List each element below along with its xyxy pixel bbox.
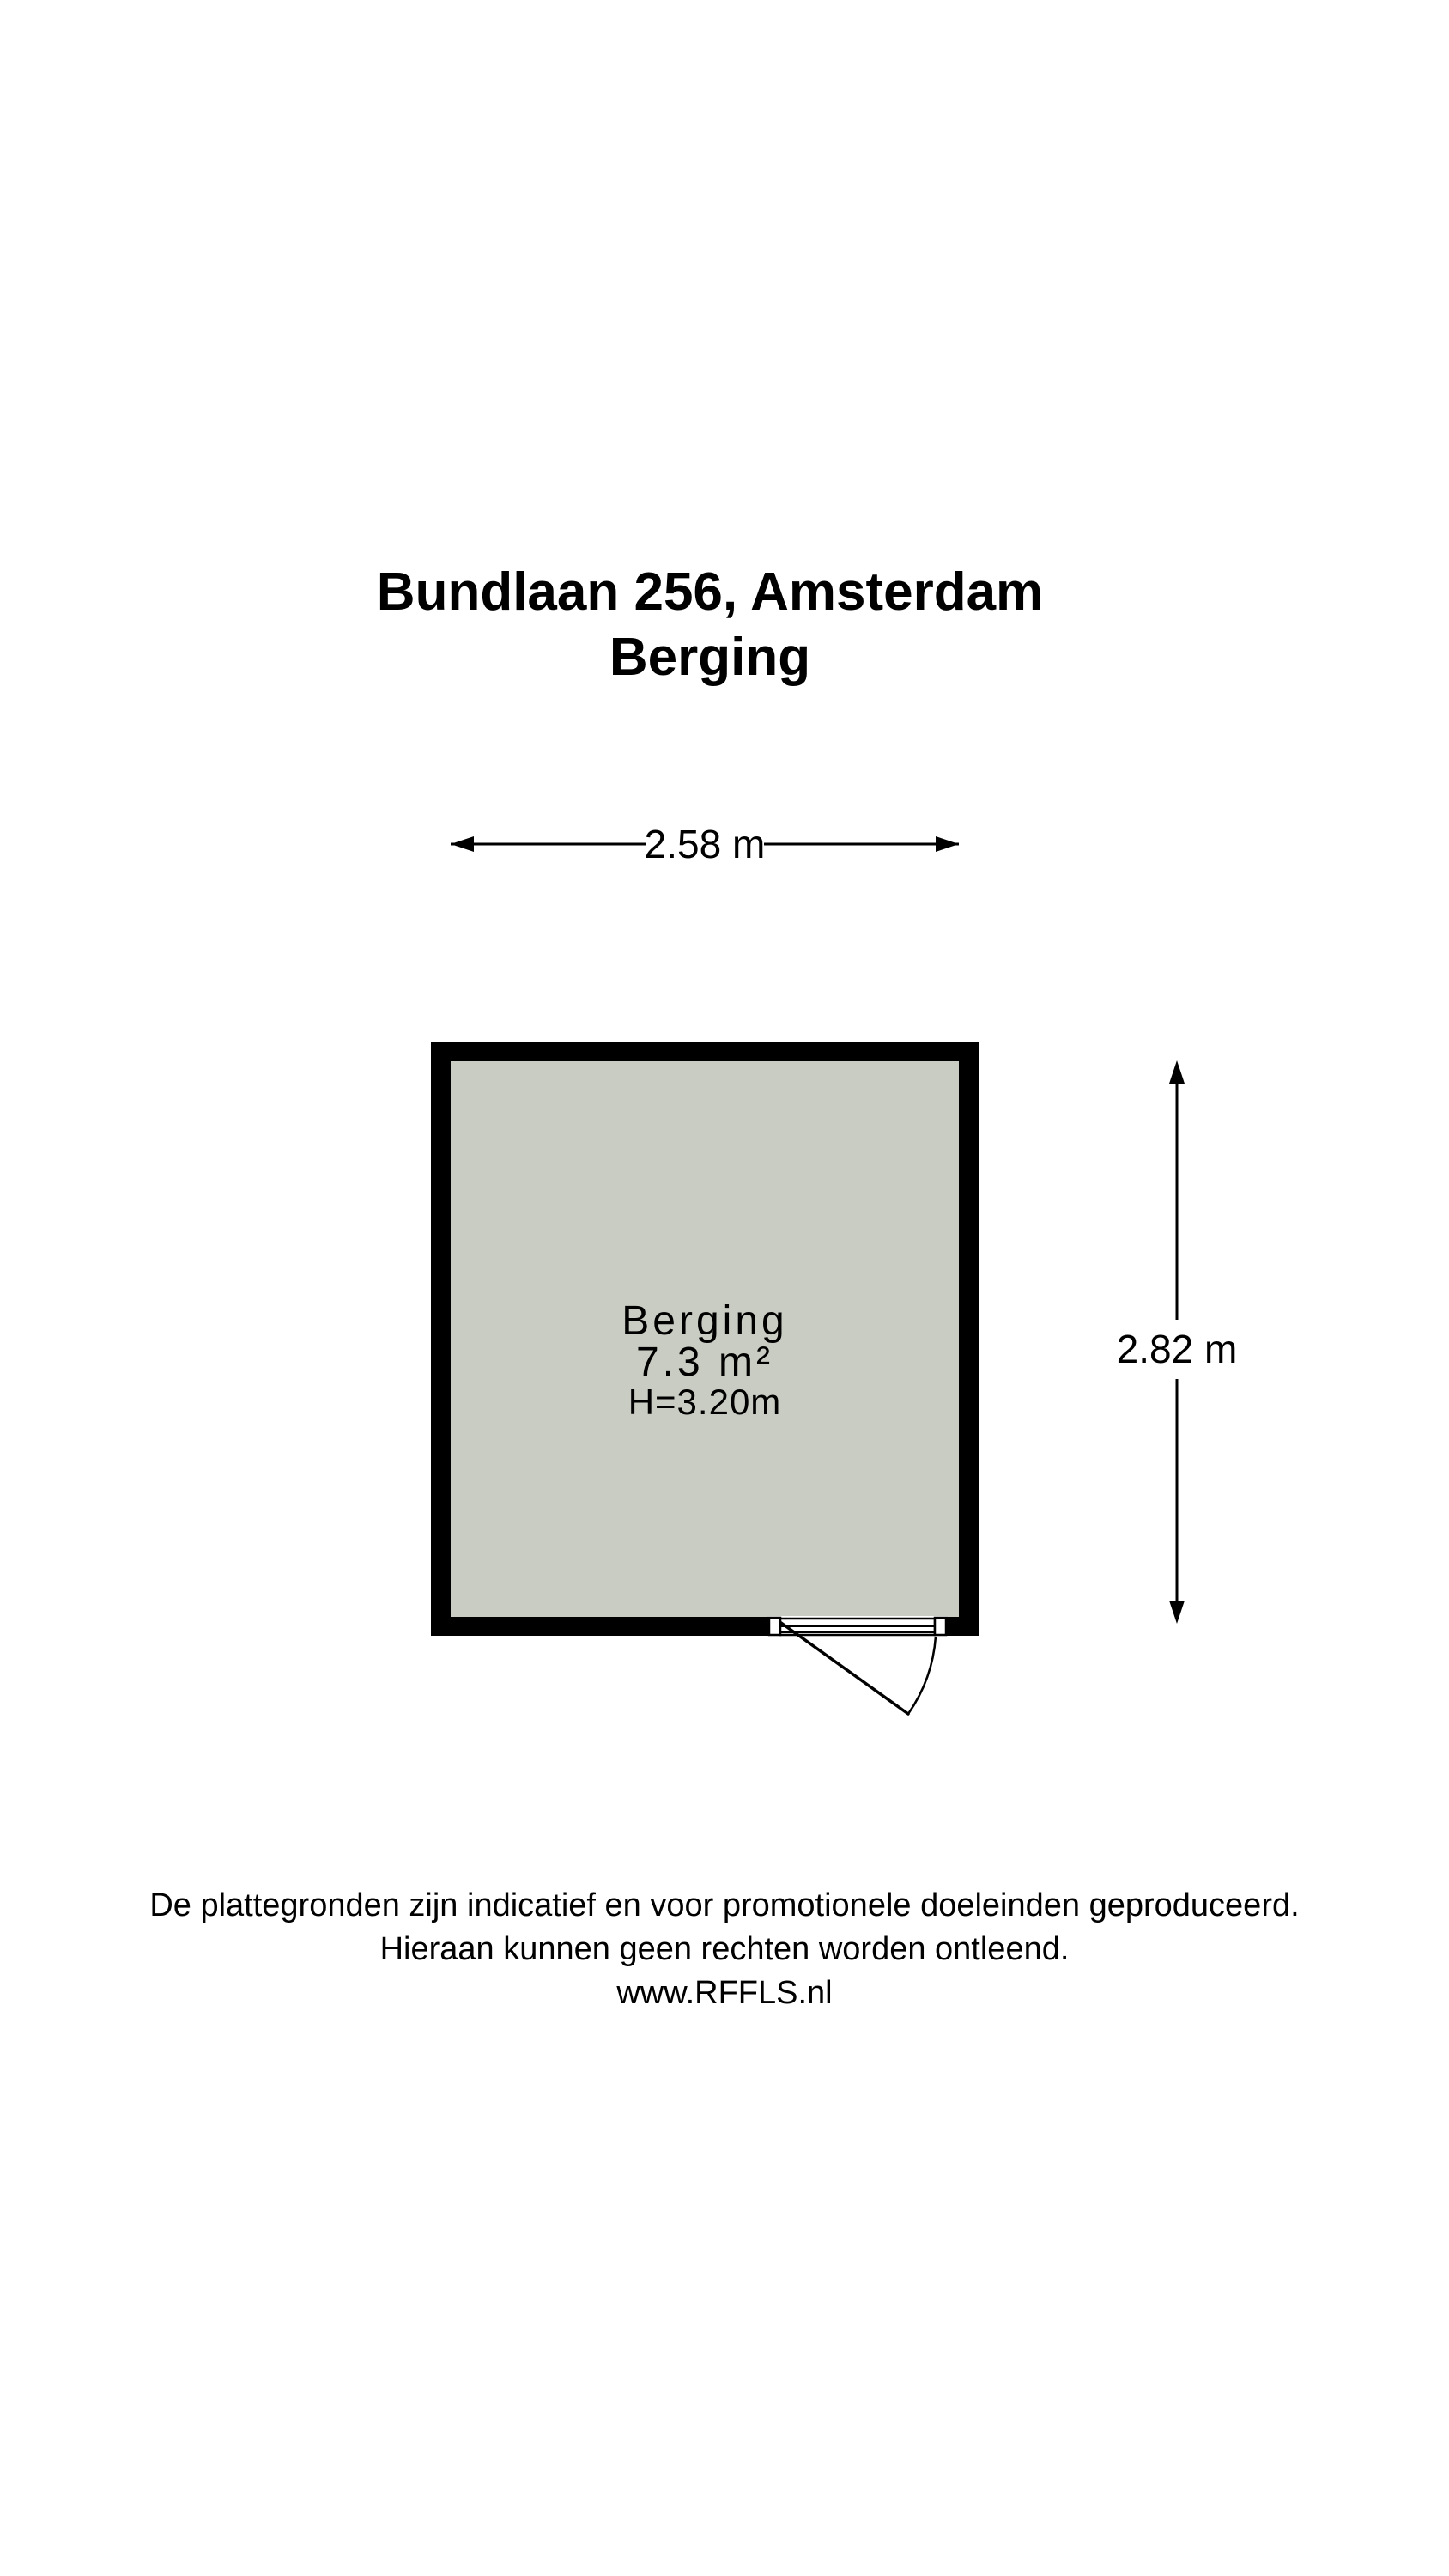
arrow-up-icon bbox=[1169, 1060, 1185, 1084]
door-swing-arc bbox=[908, 1637, 936, 1714]
website-url: www.RFFLS.nl bbox=[616, 1975, 833, 2011]
disclaimer-line-1: De plattegronden zijn indicatief en voor promotionele doeleinden geproduceerd. bbox=[149, 1887, 1300, 1923]
width-dimension bbox=[451, 822, 959, 866]
disclaimer-line-2: Hieraan kunnen geen rechten worden ontleend. bbox=[379, 1931, 1070, 1967]
room-height-label: H=3.20m bbox=[627, 1382, 782, 1422]
title-address: Bundlaan 256, Amsterdam bbox=[376, 562, 1044, 622]
title-room-type: Berging bbox=[609, 628, 811, 687]
disclaimer bbox=[0, 1884, 1449, 2015]
door-jamb-right bbox=[935, 1618, 946, 1635]
arrow-left-icon bbox=[451, 836, 474, 852]
door bbox=[768, 1616, 947, 1714]
height-dimension-label: 2.82 m bbox=[1116, 1327, 1238, 1371]
arrow-right-icon bbox=[936, 836, 959, 852]
room-name-label: Berging bbox=[621, 1298, 788, 1344]
width-dimension-label: 2.58 m bbox=[644, 822, 766, 866]
room-area-label: 7.3 m² bbox=[635, 1340, 774, 1385]
arrow-down-icon bbox=[1169, 1601, 1185, 1624]
height-dimension bbox=[1117, 1060, 1238, 1624]
door-jamb-left bbox=[769, 1618, 780, 1635]
